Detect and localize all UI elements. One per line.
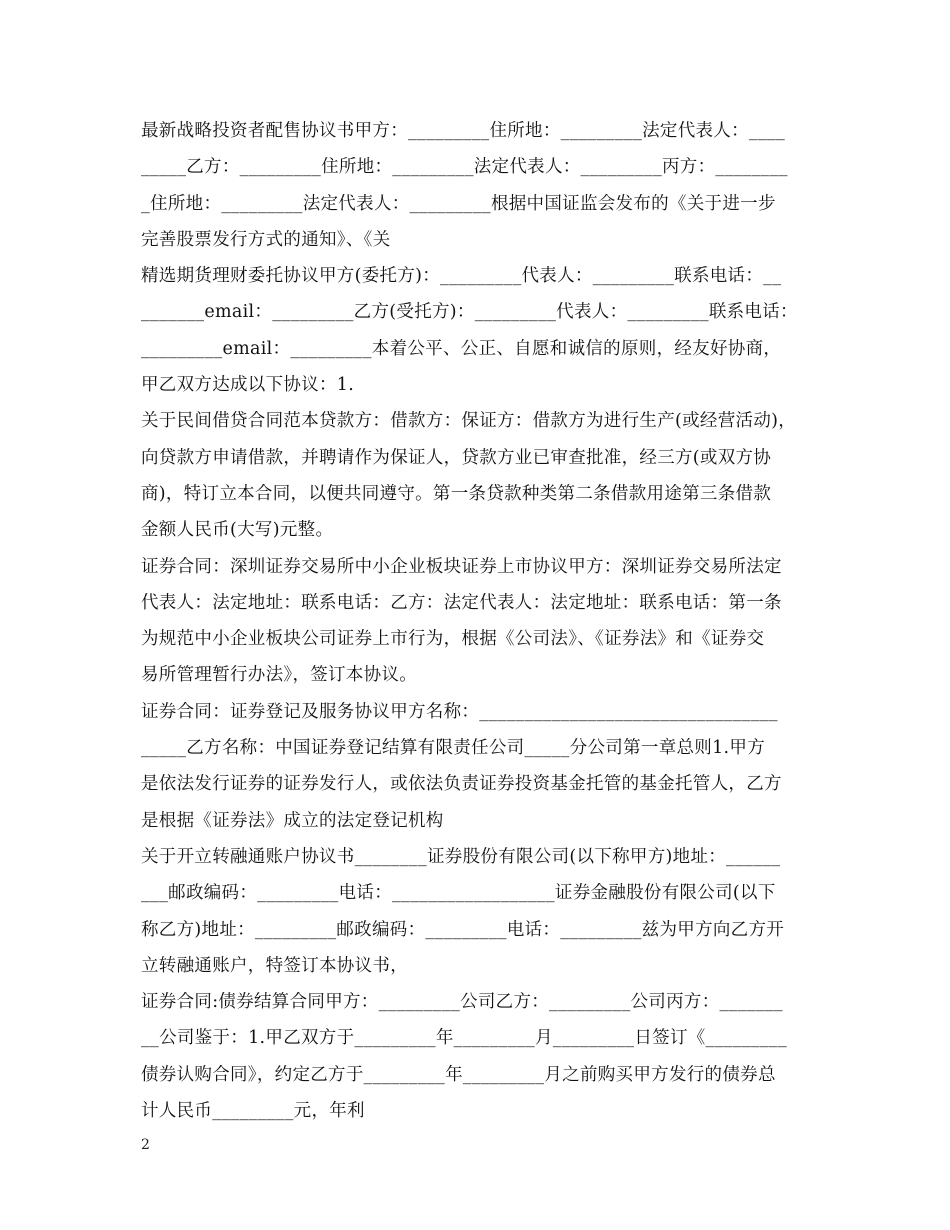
text-line: 债券认购合同》，约定乙方于_________年_________月之前购买甲方发行的债券总 (141, 1064, 776, 1085)
text-line: 是根据《证券法》成立的法定登记机构 (141, 810, 444, 831)
text-line: 精选期货理财委托协议甲方(委托方)：_________代表人：_________联系电话：__ (141, 266, 782, 287)
text-line: ___邮政编码：_________电话：__________________证券金融股份有限公司(以下 (141, 883, 776, 904)
text-line: __公司鉴于：1.甲乙双方于_________年_________月_________日签订《_________ (141, 1028, 787, 1049)
text-line: 立转融通账户，特签订本协议书， (141, 955, 408, 976)
text-line: 是依法发行证券的证券发行人，或依法负责证券投资基金托管的基金托管人，乙方 (141, 774, 782, 795)
text-line: _________email：_________本着公平、公正、自愿和诚信的原则，经友好协商， (141, 338, 782, 359)
text-line: 金额人民币(大写)元整。 (141, 520, 334, 541)
text-line: 关于民间借贷合同范本贷款方：借款方：保证方：借款方为进行生产(或经营活动)， (141, 411, 797, 432)
text-line: 关于开立转融通账户协议书________证券股份有限公司(以下称甲方)地址：______ (141, 846, 781, 867)
text-line: _____乙方名称：中国证券登记结算有限责任公司_____分公司第一章总则1.甲方 (141, 738, 765, 759)
text-line: 商)，特订立本合同，以便共同遵守。第一条贷款种类第二条借款用途第三条借款 (141, 483, 772, 504)
page-number: 2 (141, 1137, 150, 1153)
text-line: 甲乙双方达成以下协议：1. (141, 375, 355, 396)
text-line: 代表人：法定地址：联系电话：乙方：法定代表人：法定地址：联系电话：第一条 (141, 592, 782, 613)
text-line: 为规范中小企业板块公司证券上市行为，根据《公司法》、《证券法》和《证券交 (141, 629, 765, 650)
text-line: 证券合同:债券结算合同甲方：_________公司乙方：_________公司丙方：_______ (141, 992, 783, 1013)
text-line: _住所地：_________法定代表人：_________根据中国证监会发布的《关于进一步 (141, 193, 776, 214)
text-line: _______email：_________乙方(受托方)：_________代表人：_________联系电话： (141, 302, 798, 323)
text-line: 证券合同：证券登记及服务协议甲方名称：_________________________________ (141, 701, 778, 722)
text-line: _____乙方：_________住所地：_________法定代表人：_________丙方：________ (141, 157, 788, 178)
text-line: 最新战略投资者配售协议书甲方：_________住所地：_________法定代表人：____ (141, 121, 786, 141)
text-line: 计人民币_________元，年利 (141, 1101, 365, 1122)
text-line: 向贷款方申请借款，并聘请作为保证人，贷款方业已审查批准，经三方(或双方协 (141, 447, 772, 468)
text-line: 完善股票发行方式的通知》、《关 (141, 229, 391, 250)
text-line: 称乙方)地址：_________邮政编码：_________电话：_________兹为甲方向乙方开 (141, 919, 785, 940)
text-line: 易所管理暂行办法》，签订本协议。 (141, 665, 418, 686)
document-body (141, 113, 821, 1129)
text-line: 证券合同：深圳证券交易所中小企业板块证券上市协议甲方：深圳证券交易所法定 (141, 556, 782, 577)
